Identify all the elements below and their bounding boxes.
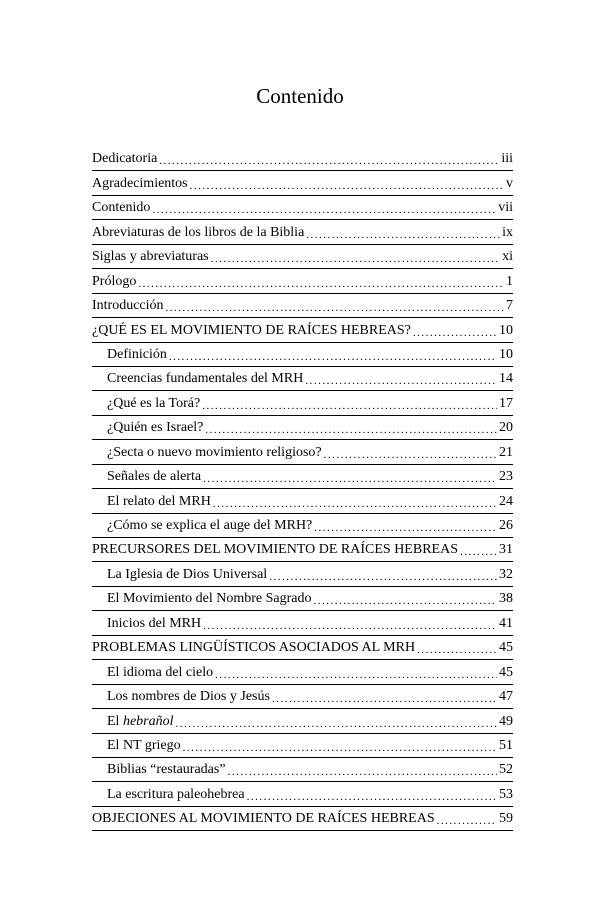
toc-entry-title: Siglas y abreviaturas [92,249,209,265]
toc-page-number: 31 [499,542,513,558]
toc-page-number: 49 [499,713,513,729]
toc-entry[interactable] [92,562,513,586]
dot-leader [460,545,497,559]
toc-page-number: 14 [499,371,513,387]
dot-leader [169,350,497,364]
toc-entry-title: La escritura paleohebrea [107,786,245,802]
toc-entry-title: OBJECIONES AL MOVIMIENTO DE RAÍCES HEBREAS [92,811,435,827]
dot-leader [305,374,497,388]
toc-page-number: 47 [499,689,513,705]
toc-entry-title: ¿QUÉ ES EL MOVIMIENTO DE RAÍCES HEBREAS? [92,322,411,338]
toc-entry[interactable] [92,538,513,562]
dot-leader [211,252,500,266]
toc-page-number: iii [501,151,513,167]
toc-entry[interactable] [92,440,513,464]
dot-leader [272,692,497,706]
toc-entry[interactable] [92,318,513,342]
dot-leader [413,326,497,340]
toc-entry-title: Prólogo [92,273,137,289]
toc-page-number: 10 [499,322,513,338]
toc-entry-title: Agradecimientos [92,175,188,191]
dot-leader [417,643,497,657]
toc-page-number: 45 [499,640,513,656]
toc-entry-title: ¿Secta o nuevo movimiento religioso? [107,444,322,460]
dot-leader [437,814,497,828]
toc-entry[interactable] [92,587,513,611]
toc-entry[interactable] [92,734,513,758]
toc-page-number: 1 [506,273,513,289]
toc-entry[interactable] [92,391,513,415]
toc-entry[interactable] [92,147,513,171]
dot-leader [152,203,496,217]
dot-leader [138,277,504,291]
toc-entry-title: Abreviaturas de los libros de la Biblia [92,224,305,240]
dot-leader [314,594,497,608]
dot-leader [324,448,497,462]
toc-page-number: 53 [499,786,513,802]
toc-page-number: v [506,175,513,191]
toc-entry-title: Señales de alerta [107,469,202,485]
toc-page-number: 41 [499,615,513,631]
toc-page-number: 45 [499,664,513,680]
toc-entry-title: Inicios del MRH [107,615,202,631]
toc-page-number: 21 [499,444,513,460]
toc-entry[interactable] [92,171,513,195]
dot-leader [176,717,497,731]
toc-entry[interactable] [92,416,513,440]
dot-leader [215,668,497,682]
dot-leader [203,619,497,633]
dot-leader [166,301,504,315]
toc-entry[interactable] [92,611,513,635]
toc-entry-title: Los nombres de Dios y Jesús [107,689,270,705]
toc-entry-title: La Iglesia de Dios Universal [107,566,268,582]
toc-entry[interactable] [92,489,513,513]
toc-page-number: vii [498,200,513,216]
toc-entry-title: Dedicatoria [92,151,158,167]
toc-page-number: 59 [499,811,513,827]
dot-leader [202,399,497,413]
toc-entry[interactable] [92,807,513,831]
toc-entry-title: El NT griego [107,737,181,753]
toc-page-number: 24 [499,493,513,509]
toc-entry[interactable] [92,514,513,538]
toc-entry[interactable] [92,758,513,782]
dot-leader [190,179,504,193]
toc-page-number: 51 [499,737,513,753]
toc-entry-title: ¿Qué es la Torá? [107,395,201,411]
toc-entry-title: Introducción [92,298,164,314]
toc-entry[interactable] [92,636,513,660]
dot-leader [306,228,500,242]
toc-entry[interactable] [92,685,513,709]
toc-entry-title: Creencias fundamentales del MRH [107,371,304,387]
toc-page-number: 38 [499,591,513,607]
dot-leader [205,423,497,437]
toc-entry[interactable] [92,660,513,684]
dot-leader [159,154,499,168]
toc-page-number: 10 [499,346,513,362]
toc-page-number: 52 [499,762,513,778]
toc-page-number: 32 [499,566,513,582]
toc-entry-title: ¿Quién es Israel? [107,420,204,436]
dot-leader [314,521,497,535]
toc-entry-title: El hebrañol [107,713,174,729]
toc-entry[interactable] [92,782,513,806]
toc-entry[interactable] [92,465,513,489]
toc-entry[interactable] [92,245,513,269]
dot-leader [247,790,497,804]
toc-page-number: xi [502,249,513,265]
toc-page-number: 23 [499,469,513,485]
dot-leader [269,570,497,584]
toc-page-number: 26 [499,518,513,533]
toc-entry-title: El Movimiento del Nombre Sagrado [107,591,312,607]
dot-leader [183,741,497,755]
toc-entry-title: PROBLEMAS LINGÜÍSTICOS ASOCIADOS AL MRH [92,640,416,656]
toc-entry-title: Contenido [92,200,151,216]
toc-entry-title: El idioma del cielo [107,664,214,680]
table-of-contents [92,147,513,831]
toc-entry-title: ¿Cómo se explica el auge del MRH? [107,518,313,533]
toc-entry[interactable] [92,343,513,367]
page-title: Contenido [256,84,344,108]
toc-entry[interactable] [92,269,513,293]
toc-entry-title: El relato del MRH [107,493,211,509]
toc-page-number: 7 [506,298,513,314]
toc-page-number: 17 [499,395,513,411]
toc-entry[interactable] [92,220,513,244]
dot-leader [228,765,497,779]
toc-entry[interactable] [92,709,513,733]
toc-entry[interactable] [92,367,513,391]
toc-entry[interactable] [92,294,513,318]
dot-leader [213,497,497,511]
toc-page-number: ix [502,224,513,240]
toc-entry-title: Definición [107,346,167,362]
toc-page-number: 20 [499,420,513,436]
dot-leader [203,472,497,486]
toc-entry-title: Biblias “restauradas” [107,762,226,778]
toc-entry[interactable] [92,196,513,220]
toc-entry-title: PRECURSORES DEL MOVIMIENTO DE RAÍCES HEBREAS [92,542,458,558]
